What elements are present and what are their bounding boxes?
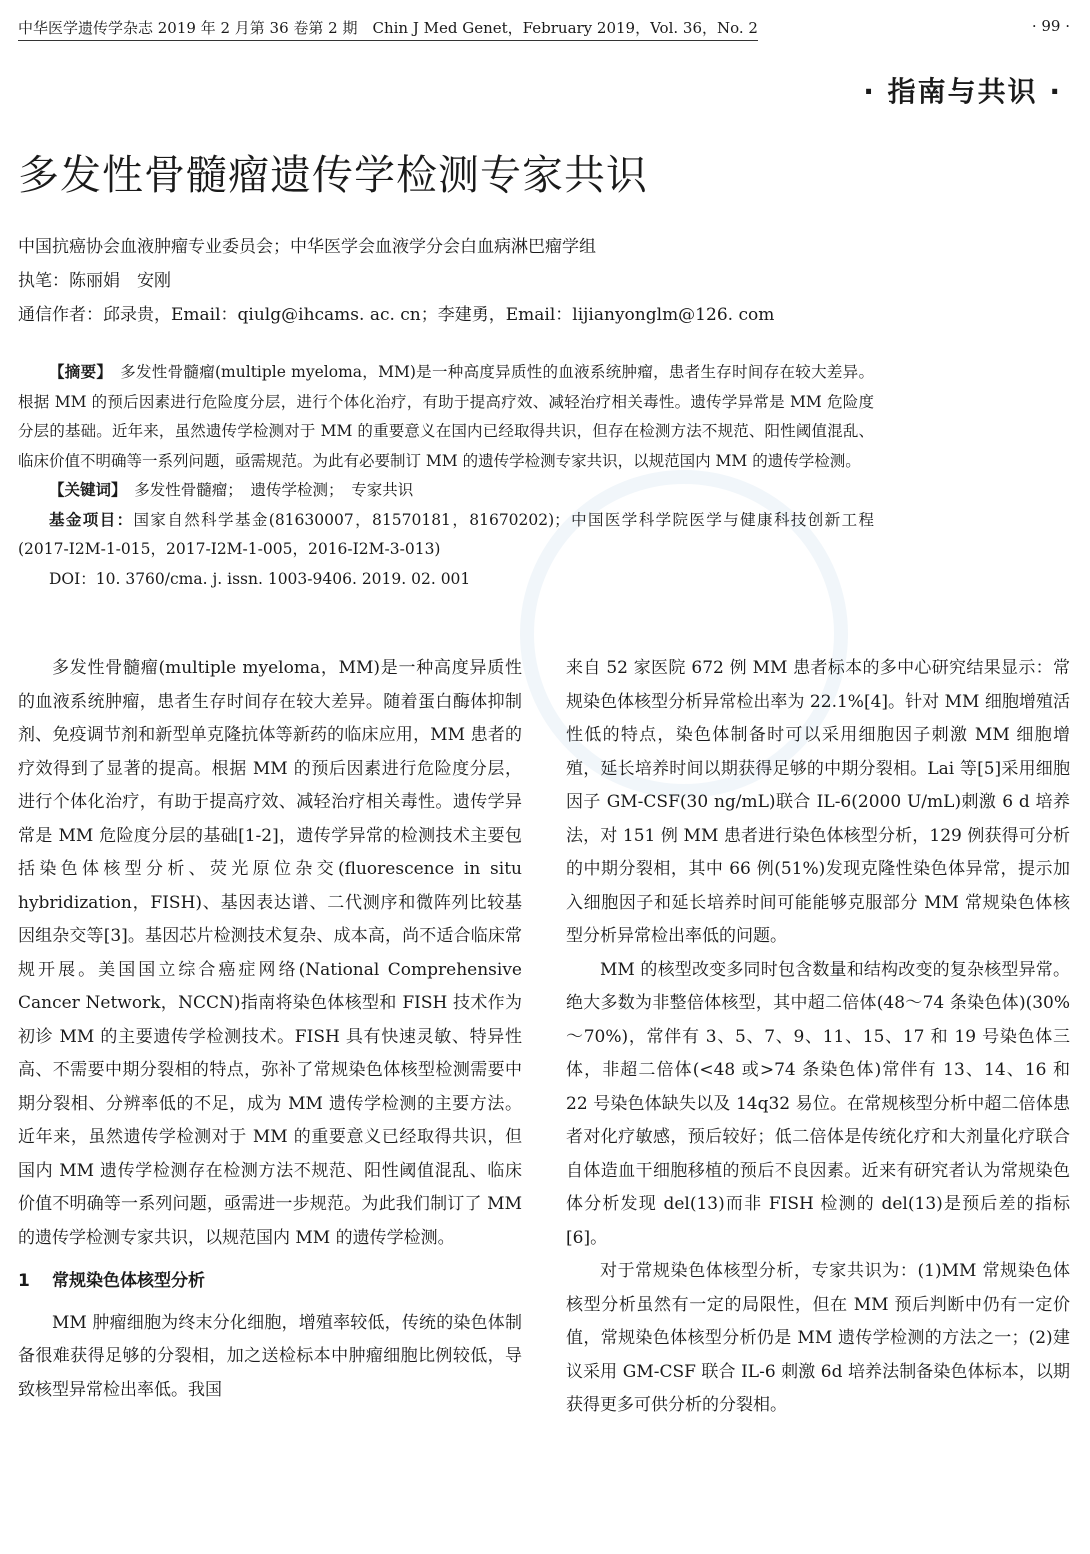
abstract-label: 【摘要】: [49, 363, 105, 381]
authors: 中国抗癌协会血液肿瘤专业委员会；中华医学会血液学分会白血病淋巴瘤学组: [18, 237, 596, 257]
keywords-label: 【关键词】: [49, 481, 119, 499]
paragraph: 对于常规染色体核型分析，专家共识为：(1)MM 常规染色体核型分析虽然有一定的局限性，但在 MM 预后判断中仍有一定价值，常规染色体核型分析仍是 MM 遗传学检测的方法之一；(2)建议采用 GM-CSF 联合 IL-6 刺激 6d 培养法制备染色体标本，以期获得更多可供分析的分裂相。: [566, 1261, 1070, 1415]
article-title: 多发性骨髓瘤遗传学检测专家共识: [18, 151, 648, 199]
keywords: [18, 476, 874, 506]
keywords-text: 多发性骨髓瘤； 遗传学检测； 专家共识: [134, 481, 414, 499]
funding-label: 基金项目：: [49, 510, 134, 529]
writers: 执笔：陈丽娟 安刚: [18, 271, 171, 291]
funding: [18, 506, 874, 565]
doi: DOI：10. 3760/cma. j. issn. 1003-9406. 2019. 02. 001: [49, 569, 471, 588]
section-heading: [18, 1265, 522, 1299]
body-column-left: [18, 652, 522, 1407]
page-number: · 99 ·: [1031, 17, 1070, 35]
section-number: 1: [18, 1271, 30, 1291]
paragraph: MM 的核型改变多同时包含数量和结构改变的复杂核型异常。绝大多数为非整倍体核型，其中超二倍体(48～74 条染色体)(30%～70%)，常伴有 3、5、7、9、11、15、17 和 19 号染色体三体，非超二倍体(<48 或>74 条染色体)常伴有 13、14、16 和 22 号染色体缺失以及 14q32 易位。在常规核型分析中超二倍体患者对化疗敏感，预后较好；低二倍体是传统化疗和大剂量化疗联合自体造血干细胞移植的预后不良因素。近来有研究者认为常规染色体分析发现 del(13)而非 FISH 检测的 del(13)是预后差的指标[6]。: [566, 959, 1070, 1248]
abstract-text: 多发性骨髓瘤(multiple myeloma，MM)是一种高度异质性的血液系统肿瘤，患者生存时间存在较大差异。根据 MM 的预后因素进行危险度分层，进行个体化治疗，有助于提高疗效、减轻治疗相关毒性。遗传学异常是 MM 危险度分层的基础。近年来，虽然遗传学检测对于 MM 的重要意义在国内已经取得共识，但存在检测方法不规范、阳性阈值混乱、临床价值不明确等一系列问题，亟需规范。为此有必要制订 MM 的遗传学检测专家共识，以规范国内 MM 的遗传学检测。: [18, 363, 874, 470]
journal-info: 中华医学遗传学杂志 2019 年 2 月第 36 卷第 2 期 Chin J Med Genet，February 2019，Vol. 36，No. 2: [18, 17, 758, 41]
paragraph: 多发性骨髓瘤(multiple myeloma，MM)是一种高度异质性的血液系统肿瘤，患者生存时间存在较大差异。随着蛋白酶体抑制剂、免疫调节剂和新型单克隆抗体等新药的临床应用，MM 患者的疗效得到了显著的提高。根据 MM 的预后因素进行危险度分层，进行个体化治疗，有助于提高疗效、减轻治疗相关毒性。遗传学异常是 MM 危险度分层的基础[1-2]，遗传学异常的检测技术主要包括染色体核型分析、荧光原位杂交(fluorescence in situ hybridization，FISH)、基因表达谱、二代测序和微阵列比较基因组杂交等[3]。基因芯片检测技术复杂、成本高，尚不适合临床常规开展。美国国立综合癌症网络(National Comprehensive Cancer Network，NCCN)指南将染色体核型和 FISH 技术作为初诊 MM 的主要遗传学检测技术。FISH 具有快速灵敏、特异性高、不需要中期分裂相的特点，弥补了常规染色体核型检测需要中期分裂相、分辨率低的不足，成为 MM 遗传学检测的主要方法。近年来，虽然遗传学检测对于 MM 的重要意义已经取得共识，但国内 MM 遗传学检测存在检测方法不规范、阳性阈值混乱、临床价值不明确等一系列问题，亟需进一步规范。为此我们制订了 MM 的遗传学检测专家共识，以规范国内 MM 的遗传学检测。: [18, 658, 522, 1248]
correspondence: 通信作者：邱录贵，Email：qiulg@ihcams. ac. cn；李建勇，Email：lijianyonglm@126. com: [18, 305, 775, 325]
abstract-block: [18, 358, 874, 594]
abstract: [18, 358, 874, 476]
body-column-right: [566, 652, 1070, 1423]
running-header: [18, 14, 1070, 44]
paragraph: MM 肿瘤细胞为终末分化细胞，增殖率较低，传统的染色体制备很难获得足够的分裂相，加之送检标本中肿瘤细胞比例较低，导致核型异常检出率低。我国: [18, 1312, 522, 1400]
section-heading-text: 常规染色体核型分析: [52, 1271, 205, 1291]
paragraph: 来自 52 家医院 672 例 MM 患者标本的多中心研究结果显示：常规染色体核型分析异常检出率为 22.1%[4]。针对 MM 细胞增殖活性低的特点，染色体制备时可以采用细胞因子刺激 MM 细胞增殖，延长培养时间以期获得足够的中期分裂相。Lai 等[5]采用细胞因子 GM-CSF(30 ng/mL)联合 IL-6(2000 U/mL)刺激 6 d 培养法，对 151 例 MM 患者进行染色体核型分析，129 例获得可分析的中期分裂相，其中 66 例(51%)发现克隆性染色体异常，提示加入细胞因子和延长培养时间可能能够克服部分 MM 常规染色体核型分析异常检出率低的问题。: [566, 658, 1070, 946]
funding-text: 国家自然科学基金(81630007，81570181，81670202)；中国医学科学院医学与健康科技创新工程(2017-I2M-1-015，2017-I2M-1-005，2016-I2M-3-013): [18, 510, 874, 558]
section-label: · 指南与共识 ·: [863, 75, 1062, 108]
